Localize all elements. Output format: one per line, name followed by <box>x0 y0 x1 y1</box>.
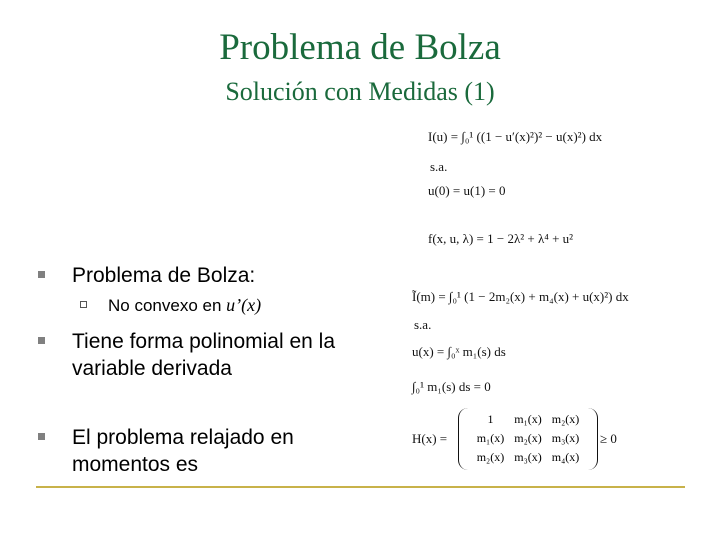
functional-equation: I(u) = ∫₀¹ ((1 − u′(x)²)² − u(x)²) dx <box>428 129 603 144</box>
matrix-cell: m₂(x) <box>514 431 542 445</box>
subject-to-label: s.a. <box>430 159 448 174</box>
matrix-cell: m₁(x) <box>476 431 505 445</box>
matrix-rhs: ≥ 0 <box>600 431 617 446</box>
matrix-cell: m₁(x) <box>514 412 542 426</box>
matrix-cell: 1 <box>487 412 494 426</box>
derivative-symbol: u’(x) <box>226 295 262 315</box>
slide-subtitle: Solución con Medidas (1) <box>225 77 495 106</box>
matrix-cell: m₃(x) <box>551 431 580 445</box>
moment-constraint: u(x) = ∫₀ˣ m₁(s) ds <box>412 344 506 359</box>
slide-title: Problema de Bolza <box>219 27 501 68</box>
moment-matrix <box>458 408 598 470</box>
bullet-marker-icon <box>38 337 45 344</box>
matrix-cell: m₃(x) <box>514 450 542 464</box>
bullet-marker-icon <box>38 271 45 278</box>
footer-rule <box>36 486 685 488</box>
bullet-text: El problema relajado en momentos es <box>72 426 294 476</box>
bullet-marker-icon <box>38 433 45 440</box>
boundary-condition: u(0) = u(1) = 0 <box>428 183 506 198</box>
matrix-cell: m₂(x) <box>551 412 580 426</box>
sub-bullet-marker-icon <box>80 301 87 308</box>
bullet-text: Problema de Bolza: <box>72 264 256 287</box>
subject-to-label: s.a. <box>414 317 432 332</box>
integral-constraint: ∫₀¹ m₁(s) ds = 0 <box>412 379 491 394</box>
matrix-cell: m₂(x) <box>476 450 505 464</box>
integrand-equation: f(x, u, λ) = 1 − 2λ² + λ⁴ + u² <box>428 231 574 246</box>
bullet-text: Tiene forma polinomial en la variable derivada <box>72 330 336 380</box>
matrix-lhs: H(x) = <box>412 431 448 446</box>
sub-bullet-text: No convexo en u’(x) <box>108 295 262 315</box>
matrix-cell: m₄(x) <box>551 450 580 464</box>
relaxed-functional-equation: Ĩ(m) = ∫₀¹ (1 − 2m₂(x) + m₄(x) + u(x)²) dx <box>412 289 629 304</box>
